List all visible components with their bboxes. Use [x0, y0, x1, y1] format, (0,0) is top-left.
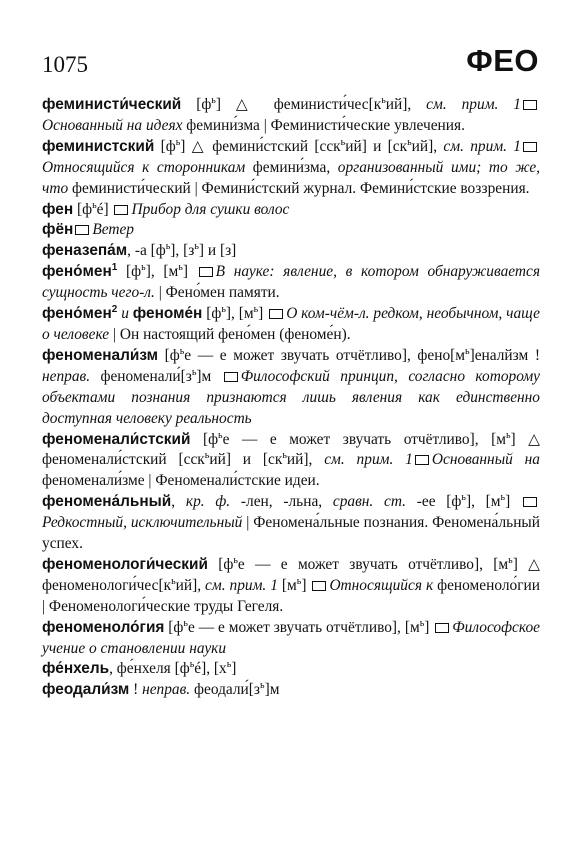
entry-text: ] [182, 263, 197, 281]
entry-text: ий] и [ск [345, 137, 408, 155]
entry-headword: фен [42, 200, 74, 218]
softness-mark: ь [500, 492, 506, 504]
entry-text: | Фено́мен памяти. [154, 284, 280, 302]
entry-definition-italic: Философское учение о становлении науки [42, 618, 540, 657]
entry-headword: феномена́льный [42, 493, 172, 511]
entry-text: ий], [175, 576, 206, 594]
softness-mark: ь [465, 345, 470, 357]
entry-variant-headword: феноме́н [132, 305, 203, 323]
softness-mark: ь [282, 450, 287, 462]
entry-text: феноменали́зме | Феноменали́стские идеи. [42, 472, 320, 490]
entry-text: е — е может звучать отчётливо], [м [187, 618, 420, 636]
entry-headword: фён [42, 221, 74, 239]
entry-text: , фе́нхеля [ф [109, 660, 190, 678]
definition-marker-icon [269, 309, 283, 319]
running-head: ФЕО [466, 43, 539, 78]
definition-marker-icon [75, 225, 89, 235]
softness-mark: ь [253, 303, 259, 315]
entry-text: фемини́зма | Феминисти́ческие увлечения. [182, 116, 465, 134]
dictionary-entry [42, 304, 540, 346]
entry-definition-italic: Прибор для сушки волос [131, 200, 290, 218]
entry-text: ]м [264, 681, 280, 699]
softness-mark: ь [141, 262, 146, 274]
dictionary-entry [42, 680, 540, 701]
entry-text: ] [231, 660, 237, 678]
entry-definition-italic: О ком-чём-л. редком, необычном, чаще о человеке [42, 305, 541, 343]
entry-headword: феназепа́м [42, 242, 128, 260]
entry-headword: фено́мен [42, 305, 112, 323]
entry-definition-italic: см. прим. 1 [324, 451, 413, 469]
dictionary-entry [42, 95, 540, 137]
entry-definition-italic: Относящийся к [329, 576, 434, 594]
definition-marker-icon [523, 142, 537, 152]
softness-mark: ь [233, 554, 238, 566]
softness-mark: ь [175, 136, 181, 148]
entry-text: [ф [202, 305, 222, 323]
page-header [42, 28, 539, 76]
dictionary-entry [42, 430, 540, 493]
entry-text: [ф [190, 430, 219, 448]
softness-mark: ь [171, 575, 176, 587]
dictionary-entry [42, 137, 540, 200]
softness-mark: ь [296, 575, 302, 587]
dictionary-entry [42, 659, 540, 680]
entry-text: ий], [286, 451, 325, 469]
dictionary-entry [42, 220, 540, 241]
entry-definition-italic: Основанный на [431, 451, 540, 469]
definition-marker-icon [114, 205, 128, 215]
homonym-index: 1 [111, 262, 118, 274]
entry-definition-italic: В науке: явление, в котором обнаруживается сущность чего-л. [42, 263, 540, 302]
softness-mark: ь [221, 303, 226, 315]
entry-text: ] [505, 493, 521, 511]
entry-text: е — е может звучать отчётливо], [м [237, 555, 509, 573]
entry-text: [м [277, 576, 297, 594]
softness-mark: ь [407, 136, 412, 148]
entry-text: [ф [117, 263, 142, 281]
definition-marker-icon [415, 455, 429, 465]
entry-text: ] [258, 305, 268, 323]
definition-marker-icon [435, 623, 449, 633]
entry-definition-italic: Ветер [92, 221, 134, 239]
softness-mark: ь [191, 366, 197, 378]
entry-definition-italic: неправ. [42, 367, 91, 385]
dictionary-entry [42, 346, 540, 430]
entry-text: феодали́[з [190, 681, 260, 699]
softness-mark: ь [189, 659, 195, 671]
softness-mark: ь [226, 659, 232, 671]
entry-definition-italic: Редкостный, исключительный [42, 514, 243, 532]
entry-text: ! [129, 681, 143, 699]
entry-text: | Феномена́льные познания. Феномена́льный успех. [42, 514, 541, 553]
entry-text: ий], [385, 96, 427, 113]
softness-mark: ь [218, 429, 223, 441]
entry-definition-italic: см. прим. 1 [426, 96, 521, 113]
entry-text: ] [301, 576, 311, 594]
dictionary-entry [42, 262, 540, 304]
entry-text: ] △ фемини́стский [сск [180, 137, 341, 155]
softness-mark: ь [340, 136, 346, 148]
definition-marker-icon [199, 267, 213, 277]
entry-headword: фено́мен [42, 263, 112, 281]
softness-mark: ь [178, 262, 183, 274]
page-number: 1075 [42, 52, 88, 77]
entries-list [42, 95, 540, 701]
dictionary-entry [42, 618, 540, 660]
softness-mark: ь [461, 492, 466, 504]
softness-mark: ь [179, 345, 185, 357]
softness-mark: ь [183, 617, 188, 629]
softness-mark: ь [194, 241, 199, 253]
entry-text: [ф [181, 96, 212, 113]
entry-text: феминисти́ческий | Фемини́стский журнал. Фемини́стские воззрения. [68, 179, 530, 197]
entry-text: ] △ феноменологи́чес[к [42, 555, 541, 594]
entry-text: ], [м [145, 263, 179, 281]
entry-text: [ф [207, 555, 234, 573]
entry-text: ], [м [225, 305, 254, 323]
entry-text: ]м [196, 367, 222, 385]
entry-definition-italic: см. прим. 1 [443, 137, 521, 155]
entry-text: е — е может звучать отчётливо], фено[м [184, 346, 466, 364]
entry-text: ] △ феноменали́стский [сск [42, 430, 540, 469]
entry-text: ] и [з] [198, 242, 237, 260]
entry-text: е — е может звучать отчётливо], [м [222, 430, 506, 448]
entry-headword: фе́нхель [42, 660, 110, 678]
softness-mark: ь [419, 617, 425, 629]
homonym-index: 2 [111, 303, 118, 315]
entry-definition-italic: Философский принцип, согласно которому объектами познания признаются лишь явления как единственно доступная человеку реальность [42, 367, 540, 427]
entry-text: é], [х [194, 660, 227, 678]
entry-definition-italic: организованный ими; то же, что [42, 158, 541, 197]
entry-definition-italic: сравн. ст. [332, 493, 406, 511]
dictionary-entry [42, 555, 540, 618]
softness-mark: ь [211, 94, 216, 106]
entry-text: к [373, 96, 382, 113]
entry-definition-italic: Относящийся к сторонникам [42, 158, 246, 176]
softness-mark: ь [381, 94, 386, 106]
entry-text: ий], [411, 137, 444, 155]
softness-mark: ь [260, 680, 265, 692]
entry-text: é] [96, 200, 113, 218]
entry-text: [ф [164, 618, 184, 636]
entry-text: ], [з [170, 242, 195, 260]
definition-marker-icon [224, 372, 238, 382]
entry-headword: феноменоло́гия [42, 618, 165, 636]
entry-text: , -а [ф [127, 242, 166, 260]
entry-text: ], [м [465, 493, 501, 511]
entry-text: , [171, 493, 186, 511]
definition-marker-icon [523, 497, 537, 507]
entry-text: ] [424, 618, 434, 636]
entry-definition-italic: и [117, 305, 133, 323]
entry-text: ] △ феминисти́чес[ [215, 96, 374, 113]
entry-headword: феноменали́зм [42, 346, 159, 364]
entry-headword: феноменали́стский [42, 430, 191, 448]
definition-marker-icon [523, 100, 537, 110]
definition-marker-icon [312, 581, 326, 591]
entry-text: [ф [154, 137, 176, 155]
softness-mark: ь [508, 554, 513, 566]
entry-headword: феминисти́ческий [42, 96, 182, 113]
entry-text: | Он настоящий фено́мен (феноме́н). [109, 325, 351, 343]
entry-text: ий] и [ск [209, 451, 283, 469]
entry-text: [ф [73, 200, 93, 218]
dictionary-entry [42, 492, 540, 555]
entry-definition-italic: см. прим. 1 [205, 576, 278, 594]
entry-definition-italic: кр. ф. [185, 493, 231, 511]
dictionary-entry [42, 200, 540, 221]
entry-headword: феноменологи́ческий [42, 555, 208, 573]
entry-headword: феодали́зм [42, 681, 130, 699]
softness-mark: ь [92, 199, 97, 211]
softness-mark: ь [165, 241, 171, 253]
entry-text: фемини́зма, [245, 158, 338, 176]
entry-text: -лен, -льна, [230, 493, 333, 511]
dictionary-entry [42, 241, 540, 262]
entry-headword: феминистский [42, 137, 155, 155]
entry-text: -ее [ф [406, 493, 462, 511]
entry-text: феноменоло́гии | Феноменологи́ческие труды Гегеля. [42, 576, 541, 615]
entry-definition-italic: неправ. [142, 681, 191, 699]
entry-definition-italic: Основанный на идеях [42, 116, 183, 134]
entry-text: феноменали́[з [90, 367, 192, 385]
softness-mark: ь [505, 429, 511, 441]
entry-text: [ф [158, 346, 180, 364]
softness-mark: ь [204, 450, 210, 462]
entry-text: ]еналйзм ! [469, 346, 540, 364]
